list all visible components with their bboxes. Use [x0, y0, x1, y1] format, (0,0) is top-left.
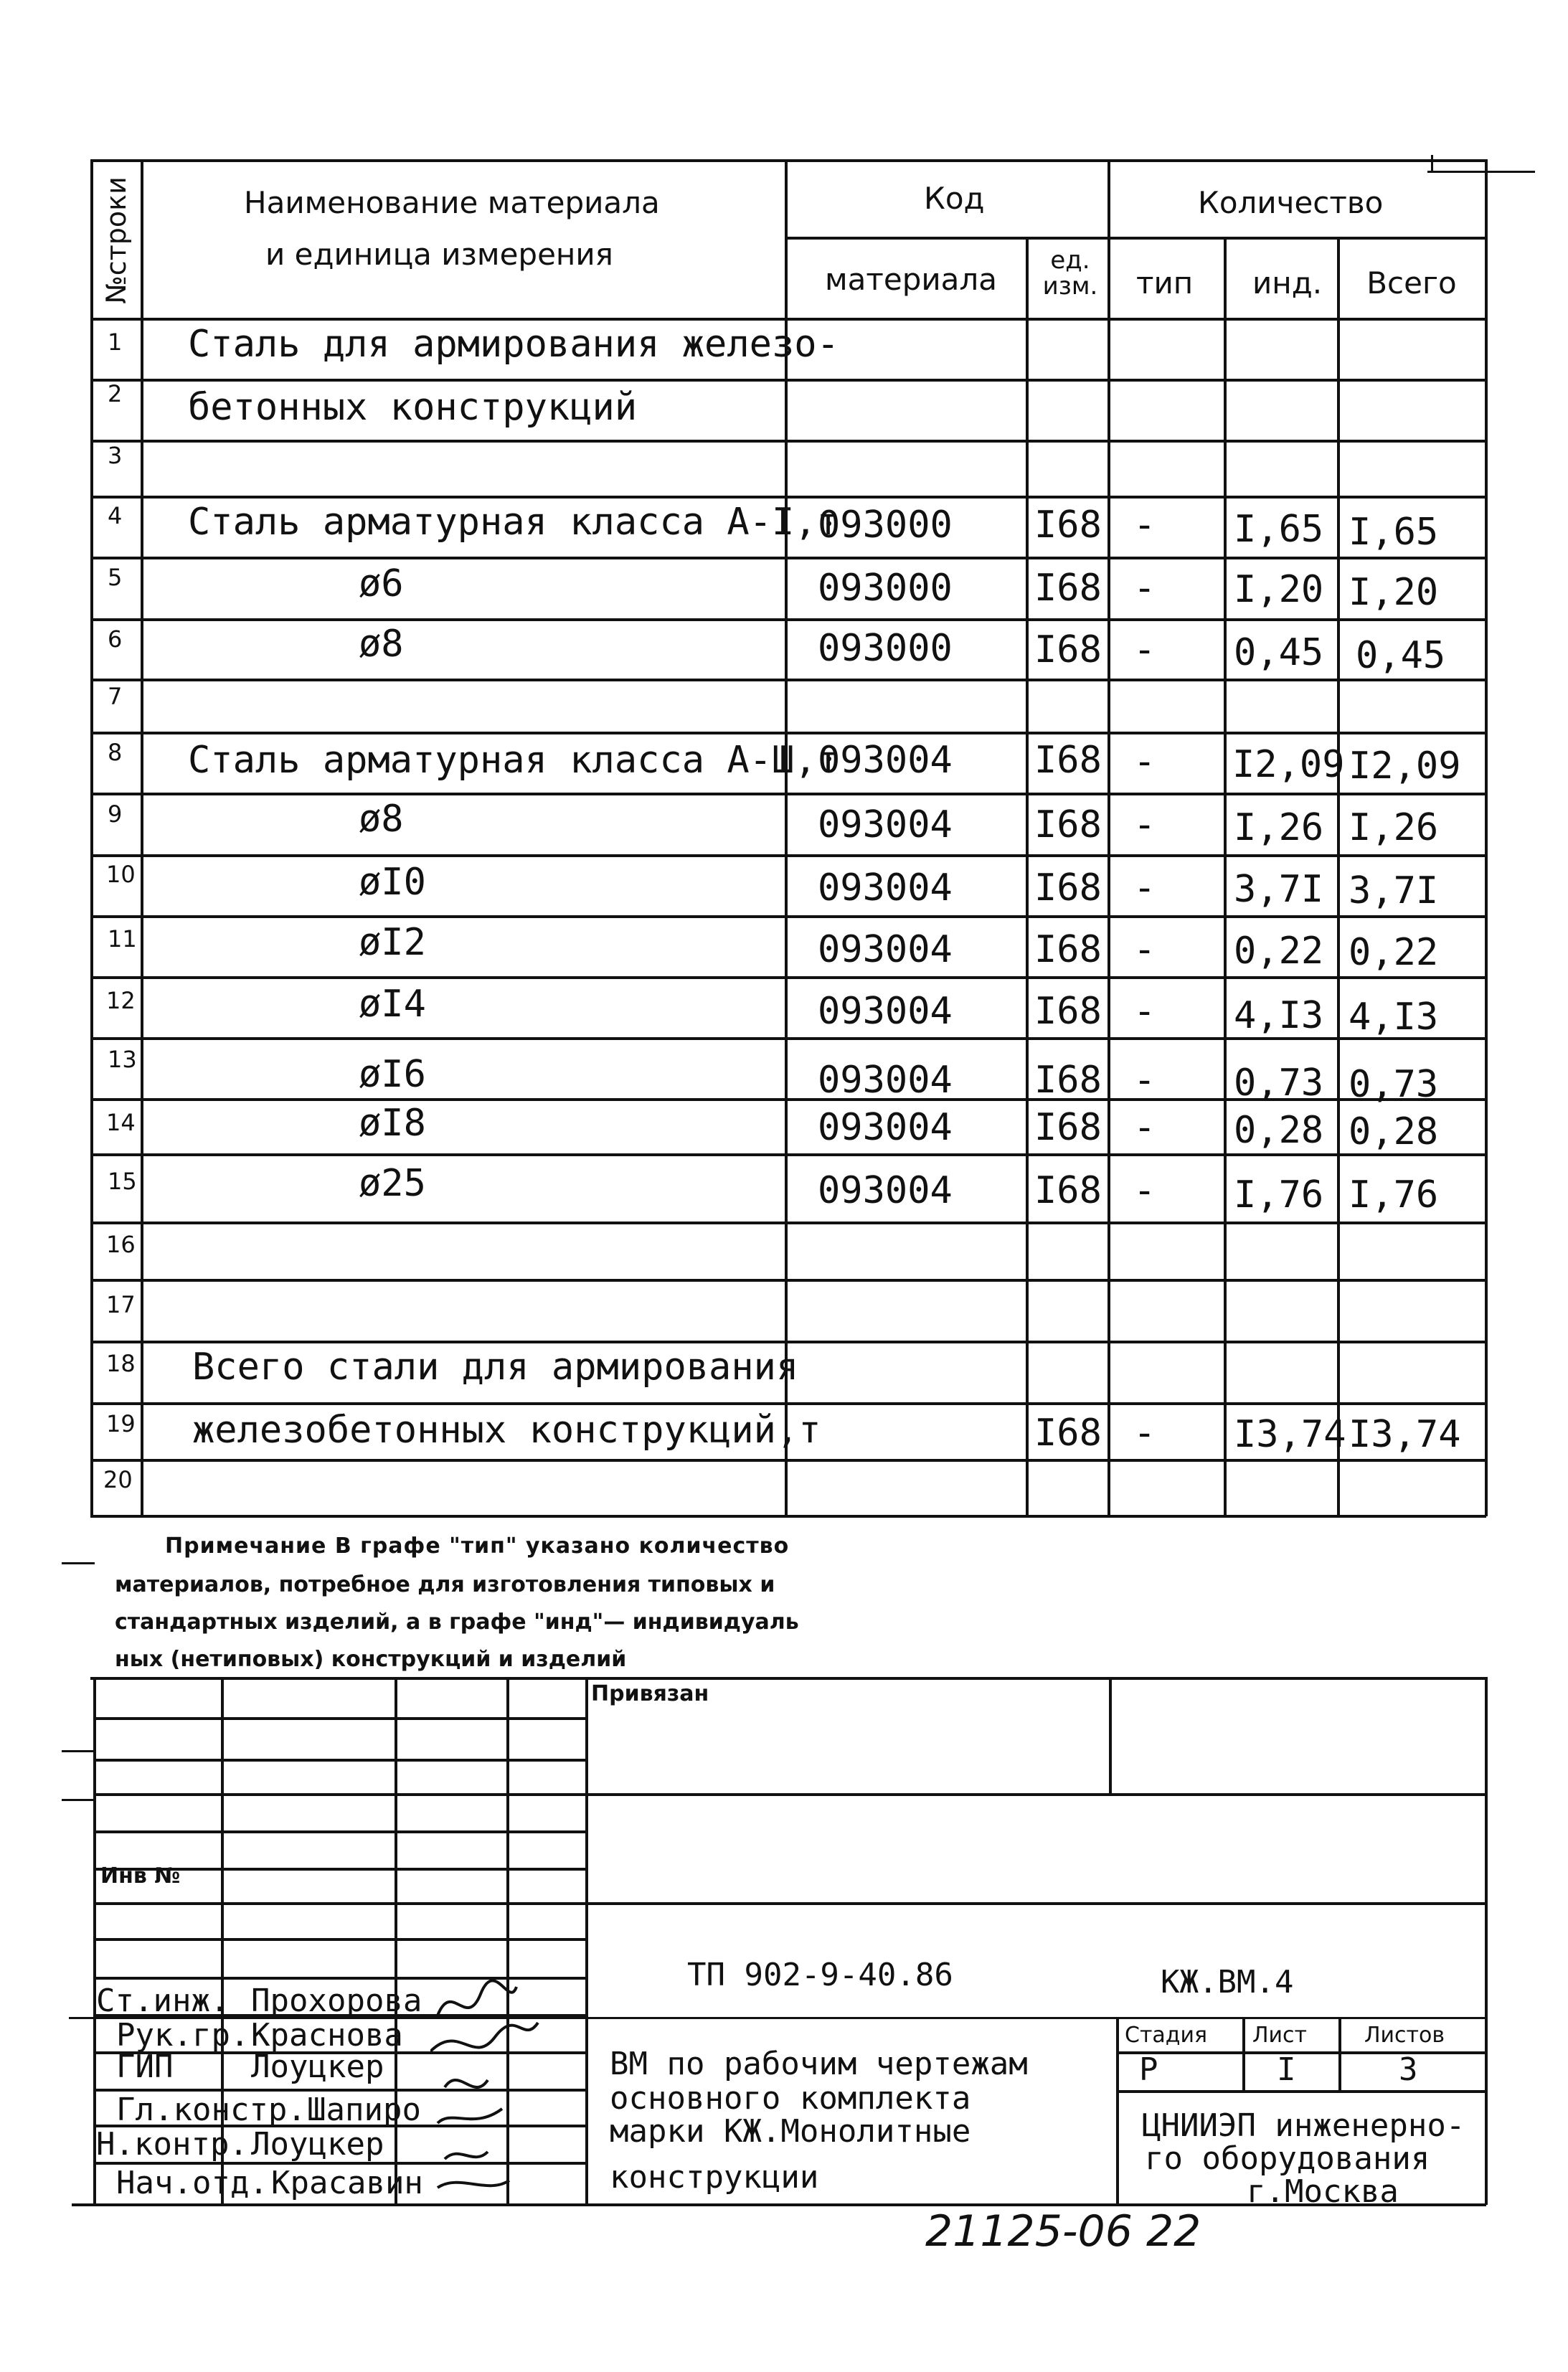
staff-role: Ст.инж. — [96, 1983, 230, 2019]
stage-label: Стадия — [1125, 2023, 1208, 2048]
staff-role: Нач.отд. — [116, 2165, 268, 2201]
staff-name: Шапиро — [307, 2092, 421, 2128]
total-header: Всего — [1366, 265, 1457, 301]
sheets-value: 3 — [1399, 2051, 1418, 2088]
row-no-header: №строки — [100, 176, 132, 304]
staff-role: Рук.гр. — [116, 2017, 250, 2054]
code-unit-header: ед. изм. — [1042, 246, 1098, 301]
staff-name: Лоуцкер — [251, 2126, 384, 2163]
code-material-header: материала — [825, 262, 998, 297]
staff-role: Гл.констр. — [116, 2092, 306, 2128]
desc-line1: ВМ по рабочим чертежам — [610, 2046, 1028, 2082]
doc-mark: КЖ.ВМ.4 — [1161, 1964, 1294, 2000]
staff-role: ГИП — [116, 2049, 174, 2085]
desc-line4: конструкции — [610, 2159, 819, 2196]
inv-no-label: Инв № — [100, 1863, 181, 1889]
org-line1: ЦНИИЭП инженерно- — [1142, 2107, 1465, 2144]
footer-number: 21125-06 22 — [925, 2206, 1201, 2257]
sheet-value: I — [1277, 2051, 1296, 2088]
sheet-label: Лист — [1252, 2023, 1308, 2048]
name-header-line2: и единица измерения — [265, 237, 613, 272]
code-header: Код — [924, 181, 985, 216]
type-header: тип — [1136, 265, 1194, 301]
signature — [430, 1965, 588, 2195]
sheets-label: Листов — [1364, 2023, 1445, 2048]
name-header-line1: Наименование материала — [244, 185, 660, 220]
org-line3: г.Москва — [1247, 2173, 1399, 2210]
quantity-header: Количество — [1198, 185, 1384, 220]
staff-role: Н.контр. — [96, 2126, 248, 2163]
staff-name: Красавин — [271, 2165, 423, 2201]
org-line2: го оборудования — [1145, 2140, 1430, 2177]
staff-name: Лоуцкер — [251, 2049, 384, 2085]
stage-value: Р — [1139, 2051, 1158, 2088]
desc-line3: марки КЖ.Монолитные — [610, 2113, 971, 2150]
staff-name: Прохорова — [251, 1983, 422, 2019]
doc-code: ТП 902-9-40.86 — [687, 1957, 953, 1993]
staff-name: Краснова — [251, 2017, 403, 2054]
ind-header: инд. — [1252, 265, 1323, 301]
privyazan-label: Привязан — [591, 1681, 709, 1706]
desc-line2: основного комплекта — [610, 2080, 971, 2117]
